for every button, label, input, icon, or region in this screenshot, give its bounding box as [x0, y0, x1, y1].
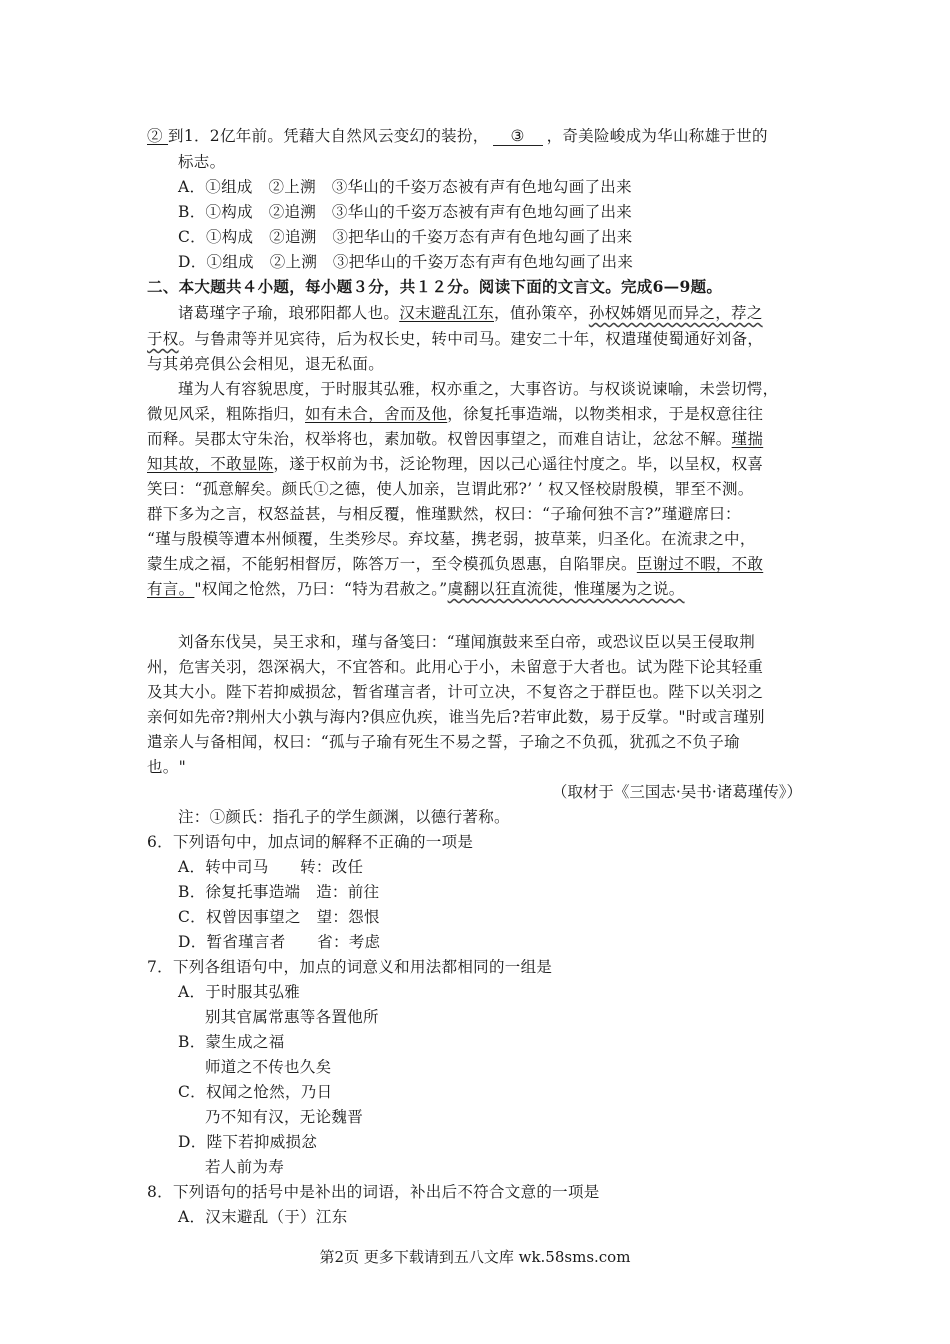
passage-text: "权闻之怆然，乃曰：“特为君赦之。” — [194, 580, 448, 598]
passage-p2-line5: 笑曰：“孤意解矣。颜氏①之德，使人加亲，岂谓此邪?’ ’ 权又怪校尉殷模，罪至不测。 — [147, 480, 754, 498]
passage-text: 微见风采，粗陈指归， — [147, 405, 306, 423]
passage-text: 。与鲁肃等并见宾待，后为权长史，转中司马。建安二十年，权遣瑾使蜀通好刘备， — [178, 330, 764, 348]
option-gloss: 转：改任 — [300, 858, 364, 876]
option-text: 于时服其弘雅 — [205, 983, 301, 1001]
underlined-sentence: 如有未合，舍而及他 — [305, 405, 448, 423]
option-label: C． — [178, 908, 206, 926]
q8-option-a: A．汉末避乱（于）江东 — [178, 1208, 348, 1226]
option-label: B． — [178, 1033, 206, 1051]
q6-option-a — [178, 855, 363, 879]
underlined-sentence: 有言。 — [147, 580, 195, 598]
passage-note: 注：①颜氏：指孔子的学生颜渊，以德行著称。 — [178, 808, 510, 826]
option-text: 蒙生成之福 — [205, 1033, 285, 1051]
option-label: C． — [178, 1083, 206, 1101]
passage-p2-line3 — [147, 427, 763, 451]
q5-blank3: ③ — [493, 127, 543, 146]
q5-text-a: 到1．2亿年前。凭藉大自然风云变幻的装扮， — [168, 127, 489, 145]
underlined-sentence: 汉末避乱江东 — [399, 304, 495, 322]
q7-option-b-line2: 师道之不传也久矣 — [205, 1058, 332, 1076]
option-text: 陛下若抑威损忿 — [206, 1133, 318, 1151]
passage-text: 诸葛瑾字子瑜，琅邪阳都人也。 — [178, 304, 400, 322]
passage-p2-line8 — [147, 552, 763, 576]
passage-text: ，徐复托事造端，以物类相求，于是权意往往 — [447, 405, 764, 423]
q6-option-d — [178, 930, 380, 954]
passage-p2-line2 — [147, 402, 763, 426]
option-text: 权曾因事望之 — [205, 908, 317, 926]
q6-stem: 6．下列语句中，加点词的解释不正确的一项是 — [147, 833, 474, 851]
q5-option-c: C．①构成 ②追溯 ③把华山的千姿万态有声有色地勾画了出来 — [178, 228, 633, 246]
passage-source: （取材于《三国志·吴书·诸葛瑾传》） — [551, 783, 802, 801]
wavy-underlined-sentence: 孙权姊婿见而异之，荐之 — [588, 304, 763, 322]
option-gloss: 造：前往 — [316, 883, 380, 901]
q6-option-c — [178, 905, 380, 929]
passage-p3-line5: 遣亲人与备相闻，权曰：“孤与子瑜有死生不易之誓，子瑜之不负孤，犹孤之不负子瑜 — [147, 733, 740, 751]
q5-text-c: ，奇美险峻成为华山称雄于世的 — [546, 127, 768, 145]
passage-p2-line7: “瑾与殷模等遭本州倾覆，生类殄尽。弃坟墓，携老弱，披草莱，归圣化。在流隶之中， — [147, 530, 756, 548]
passage-p2-line6: 群下多为之言，权怒益甚，与相反覆，惟瑾默然，权曰：“子瑜何独不言?”瑾避席曰： — [147, 505, 741, 523]
option-label: D． — [178, 933, 207, 951]
page-footer: 第2页 更多下载请到五八文库 wk.58sms.com — [319, 1248, 631, 1266]
passage-p3-line1: 刘备东伐吴，吴王求和，瑾与备笺曰：“瑾闻旗鼓来至白帝，或恐议臣以吴王侵取荆 — [178, 633, 756, 651]
passage-text: 蒙生成之福，不能躬相督厉，陈答万一，至令模孤负恩惠，自陷罪戾。 — [147, 555, 637, 573]
option-text: 暂省瑾言者 — [206, 933, 318, 951]
passage-p2-line9 — [147, 577, 685, 601]
wavy-underlined-sentence: 虞翻以狂直流徙，惟瑾屡为之说。 — [447, 580, 685, 598]
passage-p3-line6: 也。" — [147, 758, 187, 776]
passage-p1-line3: 与其弟亮俱公会相见，退无私面。 — [147, 355, 385, 373]
q5-option-b: B．①构成 ②追溯 ③华山的千姿万态被有声有色地勾画了出来 — [178, 203, 633, 221]
q8-stem: 8．下列语句的括号中是补出的词语，补出后不符合文意的一项是 — [147, 1183, 600, 1201]
passage-p3-line4: 亲何如先帝?荆州大小孰与海内?俱应仇疾，谁当先后?若审此数，易于反掌。"时或言瑾别 — [147, 708, 765, 726]
q5-line2: 标志。 — [178, 153, 226, 171]
passage-text: 而释。吴郡太守朱治，权举将也，素加敬。权曾因事望之，而难自诘让，忿忿不解。 — [147, 430, 732, 448]
underlined-sentence: 知其故，不敢显陈 — [147, 455, 274, 473]
passage-p1-line1 — [178, 301, 763, 325]
q6-option-b — [178, 880, 379, 904]
underlined-sentence: 臣谢过不暇，不敢 — [636, 555, 764, 573]
option-text: 徐复托事造端 — [205, 883, 317, 901]
wavy-underlined-sentence: 于权 — [147, 330, 179, 348]
option-gloss: 省：考虑 — [317, 933, 381, 951]
q5-option-a: A．①组成 ②上溯 ③华山的千姿万态被有声有色地勾画了出来 — [178, 178, 632, 196]
passage-text: ，值孙策卒， — [494, 304, 589, 322]
underlined-sentence: 瑾揣 — [731, 430, 764, 448]
option-text: 权闻之怆然，乃日 — [205, 1083, 333, 1101]
q5-option-d: D．①组成 ②上溯 ③把华山的千姿万态有声有色地勾画了出来 — [178, 253, 634, 271]
q7-stem: 7．下列各组语句中，加点的词意义和用法都相同的一组是 — [147, 958, 553, 976]
option-label: B． — [178, 883, 206, 901]
q5-blank2: ② — [147, 127, 169, 145]
passage-p3-line3: 及其大小。陛下若抑威损忿，暂省瑾言者，计可立决，不复咨之于群臣也。陛下以关羽之 — [147, 683, 764, 701]
option-gloss: 望：怨恨 — [316, 908, 380, 926]
passage-p3-line2: 州，危害关羽，怨深祸大，不宜答和。此用心于小，未留意于大者也。试为陛下论其轻重 — [147, 658, 764, 676]
q5-line1 — [147, 124, 768, 148]
section2-heading: 二、本大题共４小题，每小题３分，共１２分。阅读下面的文言文。完成6—9题。 — [147, 277, 723, 296]
passage-text: ，遂于权前为书，泛论物理，因以己心遥往忖度之。毕，以呈权，权喜 — [273, 455, 764, 473]
option-label: D． — [178, 1133, 207, 1151]
option-label: A． — [178, 983, 206, 1001]
q7-option-a — [178, 980, 300, 1004]
option-text: 转中司马 — [205, 858, 301, 876]
q7-option-c-line2: 乃不知有汉，无论魏晋 — [205, 1108, 364, 1126]
q7-option-d — [178, 1130, 317, 1154]
passage-p1-line2 — [147, 327, 763, 351]
q7-option-c — [178, 1080, 332, 1104]
passage-p2-line4 — [147, 452, 763, 476]
q7-option-a-line2: 别其官属常惠等各置他所 — [205, 1008, 379, 1026]
q7-option-d-line2: 若人前为寿 — [205, 1158, 285, 1176]
option-label: A． — [178, 858, 206, 876]
passage-p2-line1: 瑾为人有容貌思度，于时服其弘雅，权亦重之，大事咨访。与权谈说谏喻，未尝切愕， — [178, 380, 779, 398]
q7-option-b — [178, 1030, 285, 1054]
